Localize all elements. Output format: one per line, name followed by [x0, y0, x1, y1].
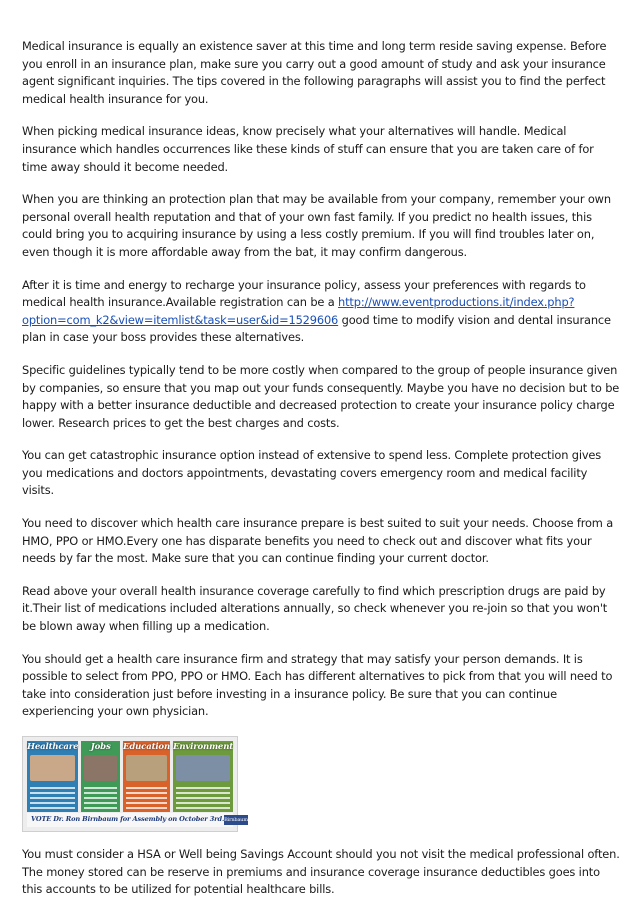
paragraph-4-before: After it is time and energy to recharge your insurance policy, assess your preferences with regards to medical health insurance.Available registration can be a — [22, 277, 586, 310]
paragraph-9: You should get a health care insurance firm and strategy that may satisfy your person demands. It is possible to select from PPO, PPO or HMO. Each has different alternatives to pick from that you will need to take into consideration just before investing in a insurance policy. Be sure that you can continue experiencing your own physician. — [22, 651, 613, 719]
paragraph-1: Medical insurance is equally an existence saver at this time and long term reside saving expense. Before you enroll in an insurance plan, make sure you carry out a good amount of study and ask your insurance agent significant inquiries. The tips covered in the following paragraphs will assist you to find the perfect medical health insurance for you. — [22, 39, 607, 106]
paragraph-4 — [22, 277, 620, 347]
poster-panel-environment — [173, 741, 233, 812]
paragraph-4-after: good time to modify vision and dental insurance plan in case your boss provides these alternatives. — [22, 312, 611, 345]
paragraph-3: When you are thinking an protection plan that may be available from your company, remember your own personal overall health reputation and that of your own fast family. If you predict no health issues, this could bring you to acquiring insurance by using a less costly premium. If you will find troubles later on, even though it is more affordable away from the bat, it may confirm dangerous. — [22, 192, 611, 259]
poster-panel-text-lines — [126, 784, 167, 809]
paragraph-8: Read above your overall health insurance coverage carefully to find which prescription drugs are paid by it.Their list of medications included alterations annually, so check whenever you re-join so that you won't be blown away when filling up a medication. — [22, 583, 608, 634]
poster-panel-jobs — [81, 741, 120, 812]
paragraph-final: You must consider a HSA or Well being Savings Account should you not visit the medical professional often. The money stored can be reserve in premiums and insurance coverage insurance deductibles goes into this accounts to be utilized for potential healthcare bills. — [22, 847, 620, 897]
poster-panel-text-lines — [30, 784, 75, 809]
poster-banner — [27, 813, 248, 827]
document-page — [22, 38, 620, 914]
poster-panel-photo — [84, 755, 117, 781]
poster-panel-healthcare — [27, 741, 78, 812]
poster-panels — [27, 741, 233, 812]
paragraph-6: You can get catastrophic insurance option instead of extensive to spend less. Complete protection gives you medications and doctors appointments, devastating covers emergency room and medical facility visits. — [22, 448, 602, 498]
poster-panel-text-lines — [176, 784, 230, 809]
registration-link[interactable]: http://www.eventproductions.it/index.php?option=com_k2&view=itemlist&task=user&id=1529606 — [22, 295, 575, 327]
poster-panel-title: Education — [123, 742, 170, 752]
poster-panel-photo — [126, 755, 167, 781]
paragraph-7: You need to discover which health care insurance prepare is best suited to suit your needs. Choose from a HMO, PPO or HMO.Every one has disparate benefits you need to check out and discover what fits your needs by far the most. Make sure that you can continue finding your current doctor. — [22, 516, 614, 566]
poster-panel-title: Environment — [172, 742, 233, 752]
poster-panel-title: Healthcare — [27, 742, 79, 752]
poster-panel-photo — [30, 755, 75, 781]
poster-panel-text-lines — [84, 784, 117, 809]
poster-logo: Birnbaum — [224, 817, 248, 823]
paragraph-2: When picking medical insurance ideas, know precisely what your alternatives will handle. Medical insurance which handles occurrences like these kinds of stuff can ensure that you are taken care of for time away should it become needed. — [22, 124, 594, 174]
campaign-poster-image — [22, 736, 248, 832]
poster-panel-title: Jobs — [90, 742, 111, 752]
poster-banner-text: VOTE Dr. Ron Birnbaum for Assembly on October 3rd. — [31, 815, 225, 824]
poster-panel-photo — [176, 755, 230, 781]
paragraph-5: Specific guidelines typically tend to be more costly when compared to the group of people insurance given by companies, so ensure that you map out your funds consequently. Maybe you have no decision but to be happy with a better insurance deductible and decreased protection to create your insurance policy charge lower. Research prices to get the best charges and costs. — [22, 362, 620, 430]
poster-panel-education — [123, 741, 170, 812]
